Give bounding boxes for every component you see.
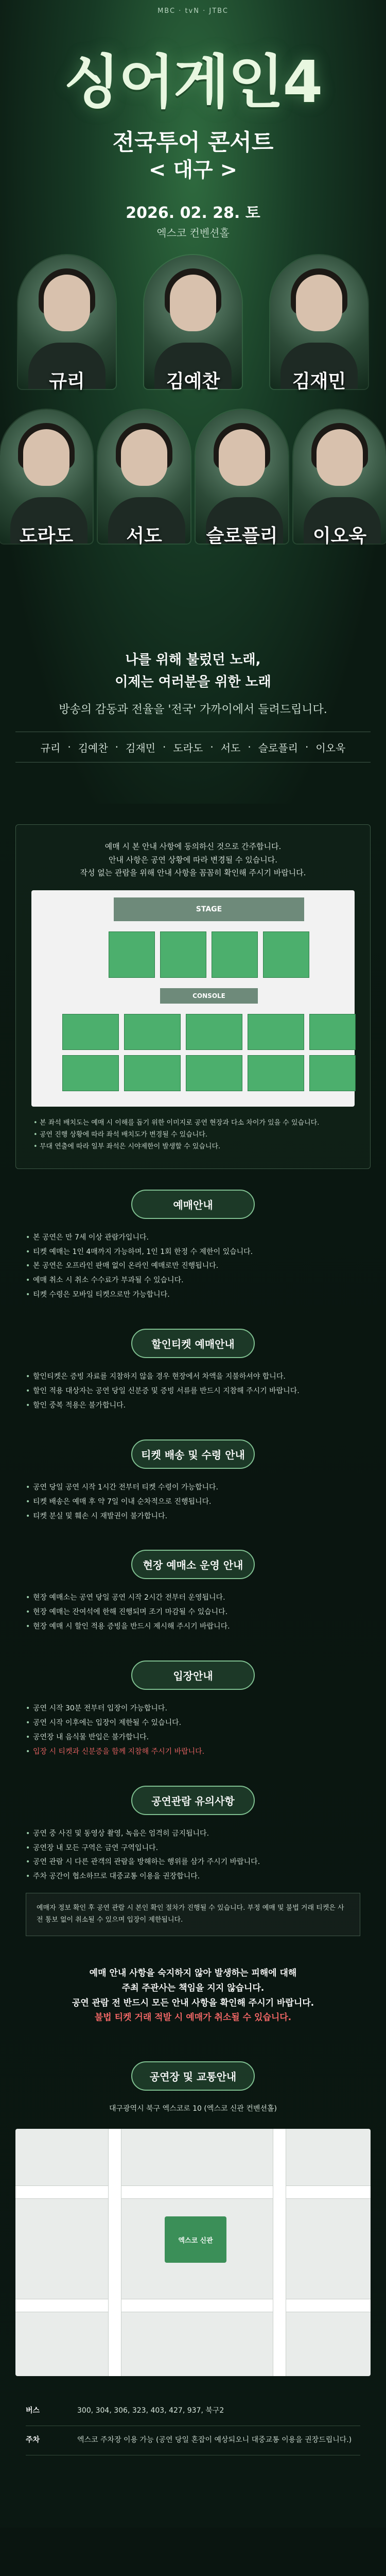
concert-venue: 엑스코 컨벤션홀 bbox=[156, 227, 230, 239]
transport-info bbox=[15, 2386, 371, 2466]
info-item: • 티켓 분실 및 훼손 시 재발권이 불가합니다. bbox=[26, 1510, 360, 1523]
seat-block[interactable] bbox=[212, 931, 258, 978]
seat-map bbox=[31, 890, 355, 1107]
transport-value: 300, 304, 306, 323, 403, 427, 937, 북구2 bbox=[77, 2406, 224, 2415]
seat-notice bbox=[31, 840, 355, 880]
info-item: • 현장 예매소는 공연 당일 공연 시작 2시간 전부터 운영됩니다. bbox=[26, 1591, 360, 1605]
show-logo: 싱어게인4 bbox=[64, 49, 322, 116]
cast-strip: 규리 · 김예찬 · 김재민 · 도라도 · 서도 · 슬로플리 · 이오욱 bbox=[15, 732, 371, 762]
artist-name: 이오욱 bbox=[312, 526, 367, 547]
cast-item: 슬로플리 bbox=[258, 741, 298, 754]
stage-label: STAGE bbox=[114, 897, 304, 921]
artist-portrait bbox=[98, 410, 190, 547]
artist-name: 김예찬 bbox=[166, 371, 220, 392]
info-item: • 현장 예매 시 할인 적용 증빙을 반드시 제시해 주시기 바랍니다. bbox=[26, 1620, 360, 1634]
seat-block[interactable] bbox=[248, 1014, 304, 1050]
artist-name: 도라도 bbox=[19, 526, 74, 547]
artist-portrait bbox=[293, 410, 386, 547]
footer-space bbox=[0, 2466, 386, 2528]
info-item: • 예매 취소 시 취소 수수료가 부과될 수 있습니다. bbox=[26, 1274, 360, 1287]
cast-item: 이오욱 bbox=[315, 741, 346, 754]
cast-item: 김재민 bbox=[126, 741, 155, 754]
artist-name: 규리 bbox=[49, 371, 85, 392]
seat-block[interactable] bbox=[62, 1055, 119, 1091]
info-item: • 주차 공간이 협소하므로 대중교통 이용을 권장합니다. bbox=[26, 1870, 360, 1884]
artist-lineup bbox=[0, 255, 386, 636]
artist-name: 서도 bbox=[126, 526, 162, 547]
info-item: • 본 공연은 오프라인 판매 없이 온라인 예매로만 진행됩니다. bbox=[26, 1260, 360, 1273]
info-item: • 공연장 내 음식물 반입은 불가합니다. bbox=[26, 1731, 360, 1744]
viewing-notes-section bbox=[15, 1765, 371, 1951]
section-title: 공연관람 유의사항 bbox=[131, 1786, 255, 1815]
final-notice-line: 주최 주관사는 책임을 지지 않습니다. bbox=[121, 1982, 265, 1993]
info-item: • 공연 시작 이후에는 입장이 제한될 수 있습니다. bbox=[26, 1717, 360, 1730]
entry-info-section bbox=[15, 1640, 371, 1765]
venue-map[interactable] bbox=[15, 2129, 371, 2376]
city-title: < 대구 > bbox=[148, 158, 238, 182]
seat-block[interactable] bbox=[186, 1014, 242, 1050]
broadcaster-logos: MBC · tvN · JTBC bbox=[157, 7, 229, 15]
seat-block[interactable] bbox=[160, 931, 206, 978]
transport-label: 주차 bbox=[26, 2436, 40, 2445]
venue-address: 대구광역시 북구 엑스코로 10 (엑스코 신관 컨벤션홀) bbox=[109, 2105, 277, 2113]
artist-portrait bbox=[0, 410, 93, 547]
info-item: • 티켓 예매는 1인 4매까지 가능하며, 1인 1회 한정 수 제한이 있습니다. bbox=[26, 1246, 360, 1259]
seat-notice-line: 안내 사항은 공연 상황에 따라 변경될 수 있습니다. bbox=[109, 855, 277, 865]
artist-name: 슬로플리 bbox=[206, 526, 278, 547]
artist-portrait bbox=[270, 255, 368, 392]
cast-item: 김예찬 bbox=[78, 741, 108, 754]
seat-block[interactable] bbox=[263, 931, 309, 978]
venue-marker: 엑스코 신관 bbox=[165, 2216, 226, 2263]
info-item: • 공연 관람 시 다른 관객의 관람을 방해하는 행위를 삼가 주시기 바랍니다. bbox=[26, 1856, 360, 1869]
info-item: • 현장 예매는 잔여석에 한해 진행되며 조기 마감될 수 있습니다. bbox=[26, 1606, 360, 1619]
transport-label: 버스 bbox=[26, 2406, 40, 2415]
seat-block[interactable] bbox=[309, 1014, 356, 1050]
seat-notice-line: 예매 시 본 안내 사항에 동의하신 것으로 간주합니다. bbox=[104, 842, 282, 851]
final-notice-line: 예매 안내 사항을 숙지하지 않아 발생하는 피해에 대해 bbox=[89, 1968, 297, 1978]
info-item: • 할인 중복 적용은 불가합니다. bbox=[26, 1399, 360, 1413]
seat-block[interactable] bbox=[124, 1014, 181, 1050]
info-item: • 할인 적용 대상자는 공연 당일 신분증 및 증빙 서류를 반드시 지참해 주시기 바랍니다. bbox=[26, 1385, 360, 1398]
seat-map-section bbox=[15, 824, 371, 1169]
artist-portrait bbox=[144, 255, 242, 392]
ticket-delivery-section bbox=[15, 1419, 371, 1530]
artist-portrait bbox=[18, 255, 116, 392]
seat-block[interactable] bbox=[309, 1055, 356, 1091]
seat-notice-line: 작성 없는 관람을 위해 안내 사항을 꼼꼼히 확인해 주시기 바랍니다. bbox=[80, 868, 306, 877]
artist-name: 김재민 bbox=[292, 371, 346, 392]
booking-info-section bbox=[15, 1169, 371, 1308]
seat-block[interactable] bbox=[186, 1055, 242, 1091]
info-item: • 공연장 내 모든 구역은 금연 구역입니다. bbox=[26, 1842, 360, 1855]
concert-date: 2026. 02. 28. 토 bbox=[126, 204, 260, 222]
warning-box: 예매자 정보 확인 후 공연 관람 시 본인 확인 절차가 진행될 수 있습니다. 부정 예매 및 불법 거래 티켓은 사전 통보 없이 취소될 수 있으며 입장이 제한됩니다. bbox=[26, 1893, 360, 1936]
transport-row-bus bbox=[26, 2397, 360, 2426]
seat-block[interactable] bbox=[124, 1055, 181, 1091]
hero-banner bbox=[0, 0, 386, 804]
cast-item: 도라도 bbox=[173, 741, 203, 754]
final-notice-line: 공연 관람 전 반드시 모든 안내 사항을 확인해 주시기 바랍니다. bbox=[72, 1997, 314, 2008]
seat-note: • 본 좌석 배치도는 예매 시 이해를 돕기 위한 이미지로 공연 현장과 다소 차이가 있을 수 있습니다. bbox=[33, 1117, 355, 1129]
discount-info-section bbox=[15, 1308, 371, 1419]
section-title: 티켓 배송 및 수령 안내 bbox=[131, 1439, 255, 1469]
info-item: • 입장 시 티켓과 신분증을 함께 지참해 주시기 바랍니다. bbox=[26, 1745, 360, 1759]
artist-portrait bbox=[196, 410, 288, 547]
cast-item: 규리 bbox=[40, 741, 61, 754]
section-title: 현장 예매소 운영 안내 bbox=[131, 1550, 255, 1579]
seat-notes bbox=[31, 1117, 355, 1153]
console-label: CONSOLE bbox=[160, 988, 258, 1004]
section-title: 입장안내 bbox=[131, 1660, 255, 1690]
tagline-line-1: 나를 위해 불렀던 노래, bbox=[125, 652, 261, 668]
map-road bbox=[15, 2299, 371, 2312]
section-title: 공연장 및 교통안내 bbox=[131, 2061, 255, 2091]
tour-subtitle: 전국투어 콘서트 bbox=[112, 129, 274, 156]
section-title: 예매안내 bbox=[131, 1190, 255, 1219]
map-road bbox=[108, 2129, 121, 2376]
info-item: • 티켓 수령은 모바일 티켓으로만 가능합니다. bbox=[26, 1289, 360, 1302]
final-notice-warning: 불법 티켓 거래 적발 시 예매가 취소될 수 있습니다. bbox=[94, 2012, 292, 2023]
info-item: • 티켓 배송은 예매 후 약 7일 이내 순차적으로 진행됩니다. bbox=[26, 1496, 360, 1509]
seat-note: • 무대 연출에 따라 일부 좌석은 시야제한이 발생할 수 있습니다. bbox=[33, 1141, 355, 1153]
transport-row-parking bbox=[26, 2426, 360, 2455]
tagline bbox=[0, 649, 386, 717]
info-item: • 본 공연은 만 7세 이상 관람가입니다. bbox=[26, 1231, 360, 1245]
map-road bbox=[15, 2185, 371, 2199]
cast-item: 서도 bbox=[220, 741, 241, 754]
seat-note: • 공연 진행 상황에 따라 좌석 배치도가 변경될 수 있습니다. bbox=[33, 1129, 355, 1141]
final-notice bbox=[0, 1951, 386, 2041]
map-road bbox=[273, 2129, 286, 2376]
info-item: • 공연 중 사진 및 동영상 촬영, 녹음은 엄격히 금지됩니다. bbox=[26, 1827, 360, 1841]
transport-value: 엑스코 주차장 이용 가능 (공연 당일 혼잡이 예상되오니 대중교통 이용을 권장드립니다.) bbox=[77, 2436, 352, 2445]
seat-block[interactable] bbox=[62, 1014, 119, 1050]
tagline-line-3: 방송의 감동과 전율을 '전국' 가까이에서 들려드립니다. bbox=[59, 703, 327, 716]
section-title: 할인티켓 예매안내 bbox=[131, 1329, 255, 1358]
info-item: • 공연 당일 공연 시작 1시간 전부터 티켓 수령이 가능합니다. bbox=[26, 1481, 360, 1495]
seat-block[interactable] bbox=[109, 931, 155, 978]
info-item: • 할인티켓은 증빙 자료를 지참하지 않을 경우 현장에서 차액을 지불하셔야 합니다. bbox=[26, 1370, 360, 1384]
location-section bbox=[15, 2041, 371, 2119]
tagline-line-2: 이제는 여러분을 위한 노래 bbox=[115, 674, 271, 690]
seat-block[interactable] bbox=[248, 1055, 304, 1091]
onsite-box-office-section bbox=[15, 1529, 371, 1640]
info-item: • 공연 시작 30분 전부터 입장이 가능합니다. bbox=[26, 1702, 360, 1716]
